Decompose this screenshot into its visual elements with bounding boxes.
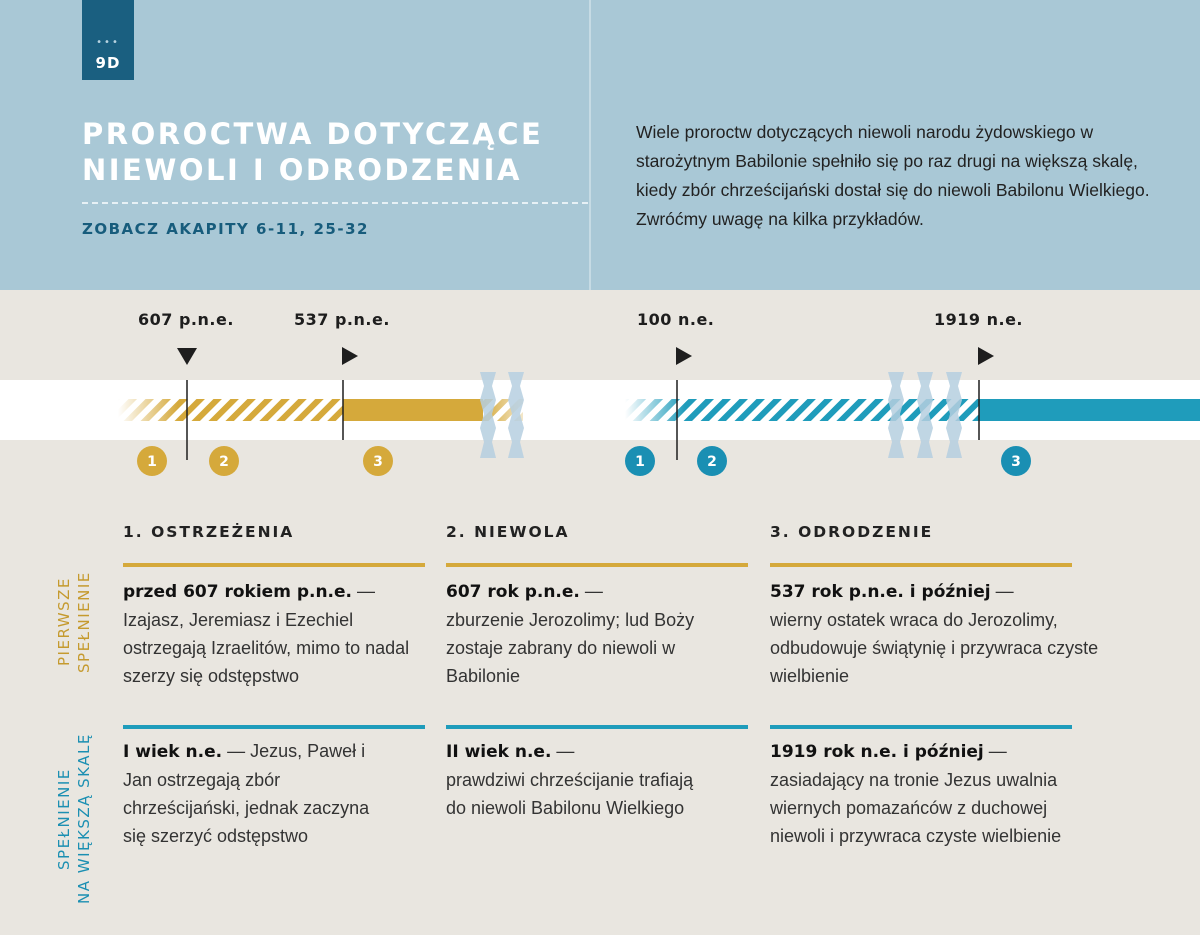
rule-first-1 <box>123 563 425 567</box>
row-label-first-line2: SPEŁNIENIE <box>75 571 93 673</box>
cell-text: prawdziwi chrześcijanie trafiają do niewoli Babilonu Wielkiego <box>446 770 694 818</box>
cell-text: zburzenie Jerozolimy; lud Boży zostaje zabrany do niewoli w Babilonie <box>446 610 695 686</box>
row-label-second-line1: SPEŁNIENIE <box>55 768 73 870</box>
cell-period: przed 607 rokiem p.n.e. <box>123 582 353 602</box>
markers-second <box>625 446 1031 476</box>
intro-text: Wiele proroctw dotyczących niewoli narodu żydowskiego w starożytnym Babilonie spełniło się po raz drugi na większą skalę, kiedy zbór chrześcijański dostał się do niewoli Babilonu Wielkiego. Zwróćmy uwagę na kilka przykładów. <box>636 122 1150 229</box>
marker-number: 2 <box>219 454 229 470</box>
date-100: 100 n.e. <box>637 310 715 329</box>
heading-restoration: 3. ODRODZENIE <box>770 523 934 541</box>
rule-second-2 <box>446 725 748 729</box>
cell-text: Izajasz, Jeremiasz i Ezechiel ostrzegają Izraelitów, mimo to nadal szerzy się odstępstwo <box>123 610 410 686</box>
rule-second-1 <box>123 725 425 729</box>
date-537: 537 p.n.e. <box>294 310 390 329</box>
cell-period: 537 rok p.n.e. i później <box>770 582 991 602</box>
rule-first-2 <box>446 563 748 567</box>
gold-fade-left <box>118 399 178 421</box>
row-label-first-fulfillment <box>54 562 94 682</box>
cell-period: I wiek n.e. <box>123 742 223 762</box>
cell-first-restoration: 537 rok p.n.e. i później — wierny ostatek wraca do Jerozolimy, odbudowuje świątynię i przywraca czyste wielbienie <box>770 581 1099 686</box>
heading-warnings: 1. OSTRZEŻENIA <box>123 523 295 541</box>
arrow-down-icon <box>177 348 197 365</box>
marker-number: 2 <box>707 454 717 470</box>
cell-period: 1919 rok n.e. i później <box>770 742 984 762</box>
cell-text: wierny ostatek wraca do Jerozolimy, odbudowuje świątynię i przywraca czyste wielbienie <box>770 610 1099 686</box>
cell-period: 607 rok p.n.e. <box>446 582 580 602</box>
markers-first <box>137 446 393 476</box>
arrow-right-icon <box>978 347 994 365</box>
cell-text: Jezus, Paweł i Jan ostrzegają zbór chrześcijański, jednak zaczyna się szerzyć odstępstwo <box>123 741 370 846</box>
row-label-first-line1: PIERWSZE <box>55 577 73 667</box>
row-label-greater-fulfillment <box>54 725 94 913</box>
title-line-2: NIEWOLI I ODRODZENIA <box>82 153 522 187</box>
marker-number: 1 <box>147 454 157 470</box>
cell-second-captivity: II wiek n.e. — prawdziwi chrześcijanie trafiają do niewoli Babilonu Wielkiego <box>446 741 694 818</box>
date-607: 607 p.n.e. <box>138 310 234 329</box>
row-label-second-line2: NA WIĘKSZĄ SKALĘ <box>75 733 93 905</box>
rule-first-3 <box>770 563 1072 567</box>
arrow-right-icon <box>342 347 358 365</box>
subtitle: ZOBACZ AKAPITY 6-11, 25-32 <box>82 220 369 238</box>
heading-captivity: 2. NIEWOLA <box>446 523 570 541</box>
title-divider <box>82 202 588 204</box>
page-badge <box>82 0 134 80</box>
page-title <box>82 116 562 188</box>
marker-number: 1 <box>635 454 645 470</box>
date-1919: 1919 n.e. <box>934 310 1023 329</box>
cell-text: zasiadający na tronie Jezus uwalnia wiernych pomazańców z duchowej niewoli i przywraca czyste wielbienie <box>770 770 1062 846</box>
badge-dots-icon: ••• <box>96 37 120 48</box>
marker-number: 3 <box>373 454 383 470</box>
break-strips-second <box>888 372 962 458</box>
cell-second-restoration: 1919 rok n.e. i później — zasiadający na tronie Jezus uwalnia wiernych pomazańców z duchowej niewoli i przywraca czyste wielbienie <box>770 741 1062 846</box>
blue-solid-segment <box>979 399 1200 421</box>
cell-first-warnings: przed 607 rokiem p.n.e. — Izajasz, Jeremiasz i Ezechiel ostrzegają Izraelitów, mimo to nadal szerzy się odstępstwo <box>123 581 410 686</box>
blue-fade-left <box>625 399 685 421</box>
rule-second-3 <box>770 725 1072 729</box>
gold-solid-segment <box>343 399 483 421</box>
badge-label: 9D <box>95 54 121 72</box>
arrow-right-icon <box>676 347 692 365</box>
header-divider <box>589 0 591 290</box>
marker-number: 3 <box>1011 454 1021 470</box>
title-line-1: PROROCTWA DOTYCZĄCE <box>82 117 544 151</box>
cell-period: II wiek n.e. <box>446 742 552 762</box>
cell-first-captivity: 607 rok p.n.e. — zburzenie Jerozolimy; lud Boży zostaje zabrany do niewoli w Babilonie <box>446 581 695 686</box>
cell-second-warnings: I wiek n.e. — Jezus, Paweł i Jan ostrzegają zbór chrześcijański, jednak zaczyna się szerzyć odstępstwo <box>123 741 370 846</box>
